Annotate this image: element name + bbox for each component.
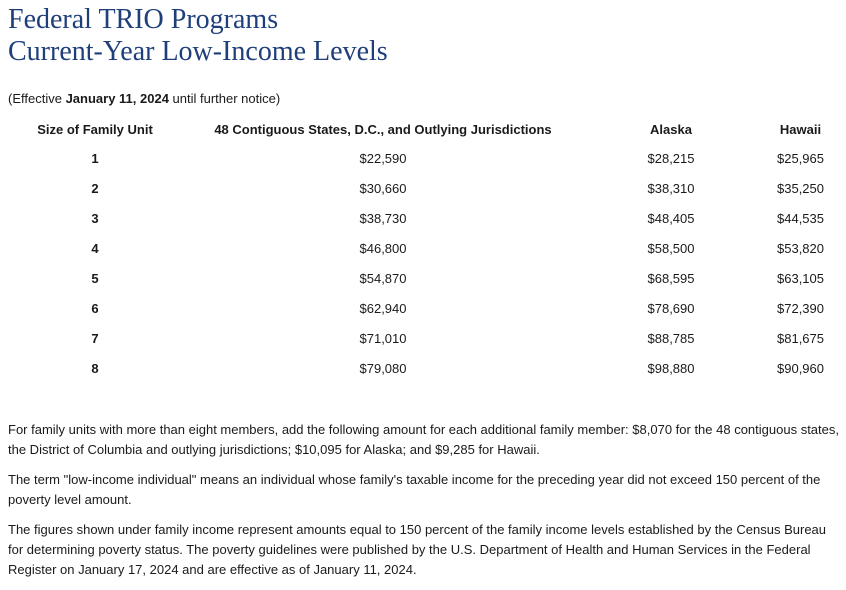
note-additional-members: For family units with more than eight members, add the following amount for each additional family member: $8,070 for the 48 contiguous states, the District of Columbia and outlying jurisdictions; $10,095 for Alaska; and $9,285 for Hawaii. [8,422,839,457]
title-line-1: Federal TRIO Programs [8,4,279,35]
cell-alaska: $38,310 [647,180,695,196]
cell-hawaii: $53,820 [777,240,824,256]
effective-suffix: until further notice) [168,91,281,106]
header-contiguous-states: 48 Contiguous States, D.C., and Outlying Jurisdictions [214,121,552,137]
cell-hawaii: $35,250 [777,180,824,196]
cell-alaska: $88,785 [647,330,695,346]
cell-family-size: 3 [91,210,99,226]
table-header-row [8,115,843,143]
table-row [8,203,843,233]
note-figures-source: The figures shown under family income represent amounts equal to 150 percent of the family income levels established by the Census Bureau for determining poverty status. The poverty guidelines were published by the U.S. Department of Health and Human Services in the Federal Register on January 17, 2024 and are effective as of January 11, 2024. [8,522,827,577]
title-line-2: Current-Year Low-Income Levels [8,36,388,67]
cell-alaska: $58,500 [647,240,695,256]
income-levels-table [8,115,843,383]
cell-contiguous-states: $54,870 [359,270,407,286]
cell-contiguous-states: $79,080 [359,360,407,376]
cell-hawaii: $72,390 [777,300,824,316]
header-alaska: Alaska [650,121,692,137]
header-hawaii: Hawaii [779,121,822,137]
cell-hawaii: $25,965 [777,150,824,166]
table-row [8,143,843,173]
note-definition: The term "low-income individual" means an individual whose family's taxable income for the preceding year did not exceed 150 percent of the poverty level amount. [8,472,821,507]
cell-contiguous-states: $46,800 [359,240,407,256]
cell-contiguous-states: $62,940 [359,300,407,316]
cell-hawaii: $81,675 [777,330,824,346]
header-family-size: Size of Family Unit [37,121,153,137]
page-title [8,4,388,68]
cell-family-size: 8 [91,360,99,376]
cell-alaska: $98,880 [647,360,695,376]
cell-hawaii: $90,960 [777,360,824,376]
effective-prefix: (Effective [8,91,66,106]
cell-family-size: 1 [91,150,99,166]
effective-date: January 11, 2024 [65,91,169,106]
cell-family-size: 2 [91,180,99,196]
table-body [8,143,843,383]
table-row [8,323,843,353]
table-row [8,353,843,383]
cell-hawaii: $63,105 [777,270,824,286]
cell-alaska: $78,690 [647,300,695,316]
cell-alaska: $68,595 [647,270,695,286]
table-row [8,233,843,263]
notes-section [8,420,844,590]
effective-date-note [8,91,280,107]
table-row [8,173,843,203]
cell-contiguous-states: $38,730 [359,210,407,226]
cell-alaska: $48,405 [647,210,695,226]
cell-hawaii: $44,535 [777,210,824,226]
cell-family-size: 5 [91,270,99,286]
cell-contiguous-states: $30,660 [359,180,407,196]
table-row [8,263,843,293]
cell-family-size: 4 [91,240,99,256]
cell-family-size: 6 [91,300,99,316]
cell-alaska: $28,215 [647,150,695,166]
cell-contiguous-states: $71,010 [359,330,407,346]
table-row [8,293,843,323]
cell-family-size: 7 [91,330,99,346]
cell-contiguous-states: $22,590 [359,150,407,166]
